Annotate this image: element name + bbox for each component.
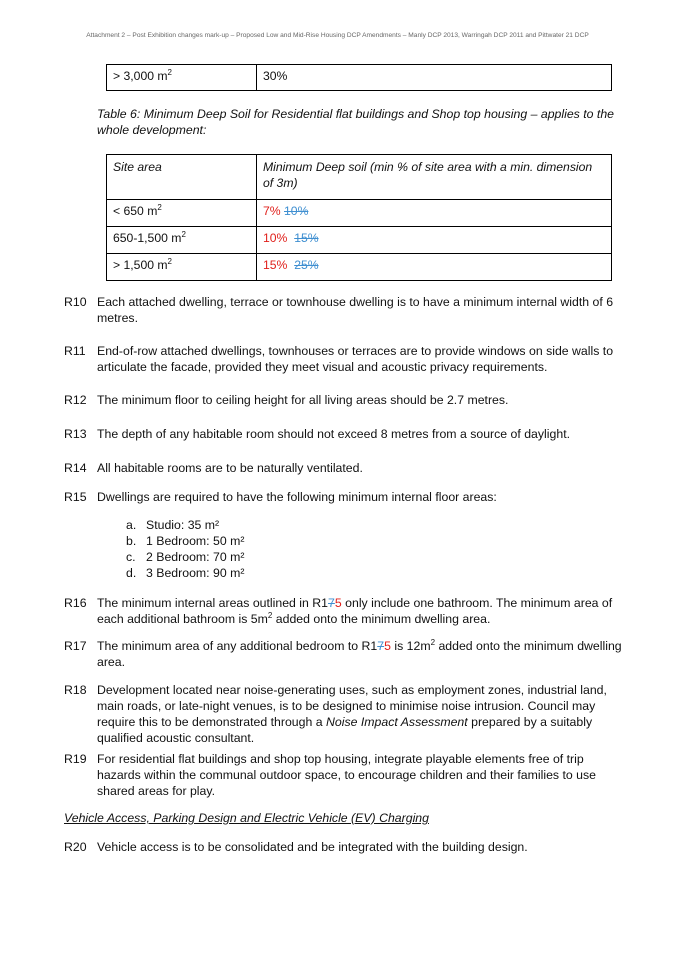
rule-text: The minimum floor to ceiling height for all living areas should be 2.7 metres. bbox=[97, 393, 509, 407]
rule-r14 bbox=[64, 460, 624, 476]
rule-text: The minimum area of any additional bedroom to R175 is $12m^2$ added onto the minimum dwelling area. bbox=[97, 637, 622, 669]
rule-r15 bbox=[64, 489, 624, 505]
rule-r10 bbox=[64, 294, 624, 326]
rule-r13 bbox=[64, 426, 624, 442]
rule-number: R20 bbox=[64, 840, 87, 854]
rule-text: Each attached dwelling, terrace or townhouse dwelling is to have a minimum internal width of 6 metres. bbox=[97, 295, 614, 325]
rule-number: R11 bbox=[64, 344, 86, 358]
rule-text: The depth of any habitable room should not exceed 8 metres from a source of daylight. bbox=[97, 427, 571, 441]
rule-r18 bbox=[64, 682, 624, 746]
rule-number: R18 bbox=[64, 683, 87, 697]
rule-number: R10 bbox=[64, 295, 87, 309]
deep-soil-cell bbox=[257, 227, 612, 254]
rule-text: Development located near noise-generating uses, such as employment zones, industrial land, main roads, or late-night venues, is to be designed to minimise noise intrusion. Council may require this to be demonstrated through a Noise Impact Assessment prepared by a suitably qualified acoustic consultant. bbox=[97, 683, 607, 745]
deleted-value: 10% bbox=[284, 204, 309, 218]
inserted-value: 7% bbox=[263, 204, 281, 218]
rule-r19 bbox=[64, 751, 624, 799]
floor-area-list bbox=[126, 517, 244, 581]
rule-r20 bbox=[64, 839, 624, 855]
rule-text: All habitable rooms are to be naturally ventilated. bbox=[97, 461, 363, 475]
section-heading: Vehicle Access, Parking Design and Electric Vehicle (EV) Charging bbox=[64, 811, 429, 825]
rule-number: R14 bbox=[64, 461, 87, 475]
rule-number: R17 bbox=[64, 639, 87, 653]
continued-table bbox=[106, 64, 612, 91]
deleted-text: 7 bbox=[328, 596, 335, 610]
deep-soil-cell bbox=[257, 200, 612, 227]
inserted-value: 15% bbox=[263, 258, 288, 272]
list-item: d. 3 Bedroom: 90 m² bbox=[126, 566, 245, 580]
page-header: Attachment 2 – Post Exhibition changes mark-up – Proposed Low and Mid-Rise Housing DCP Amendments – Manly DCP 2013, Warringah DCP 2011 and Pittwater 21 DCP bbox=[86, 32, 589, 39]
rule-r17 bbox=[64, 638, 624, 670]
table-6 bbox=[106, 154, 612, 281]
rule-text: End-of-row attached dwellings, townhouses or terraces are to provide windows on side walls to articulate the facade, provided they meet visual and acoustic privacy requirements. bbox=[97, 344, 614, 374]
rule-r12 bbox=[64, 392, 624, 408]
list-item: b. 1 Bedroom: 50 m² bbox=[126, 534, 245, 548]
rule-number: R12 bbox=[64, 393, 87, 407]
deleted-text: 7 bbox=[377, 639, 385, 653]
deleted-value: 15% bbox=[294, 231, 319, 245]
rule-number: R15 bbox=[64, 490, 87, 504]
rule-number: R13 bbox=[64, 427, 87, 441]
list-item: a. Studio: 35 m² bbox=[126, 518, 220, 532]
rule-number: R19 bbox=[64, 752, 87, 766]
value-cell: 30% bbox=[257, 65, 612, 91]
rule-number: R16 bbox=[64, 596, 87, 610]
list-item: c. 2 Bedroom: 70 m² bbox=[126, 550, 245, 564]
table-header-row bbox=[107, 155, 612, 200]
column-header-deep-soil: Minimum Deep soil (min % of site area with a min. dimension of 3m) bbox=[257, 155, 612, 200]
table-row bbox=[107, 200, 612, 227]
rule-r16 bbox=[64, 595, 624, 627]
table-row bbox=[107, 227, 612, 254]
rule-text: The minimum internal areas outlined in R175 only include one bathroom. The minimum area of each additional bathroom is $5m^2$ added onto the minimum dwelling area. bbox=[97, 596, 613, 626]
table-6-caption: Table 6: Minimum Deep Soil for Residential flat buildings and Shop top housing – applies to the whole development: bbox=[97, 107, 615, 137]
site-area-cell: > 1,500 $m^2$ bbox=[107, 254, 257, 281]
deep-soil-cell bbox=[257, 254, 612, 281]
rule-text: Dwellings are required to have the following minimum internal floor areas: bbox=[97, 490, 497, 504]
deleted-value: 25% bbox=[294, 258, 319, 272]
table-row bbox=[107, 65, 612, 91]
site-area-cell: 650-1,500 $m^2$ bbox=[107, 227, 257, 254]
inserted-text: 5 bbox=[384, 639, 391, 653]
noise-impact-assessment-term: Noise Impact Assessment bbox=[326, 715, 468, 729]
site-area-cell: > 3,000 $m^2$ bbox=[107, 65, 257, 91]
rule-r11 bbox=[64, 343, 624, 375]
inserted-value: 10% bbox=[263, 231, 288, 245]
column-header-site-area: Site area bbox=[107, 155, 257, 200]
table-row bbox=[107, 254, 612, 281]
rule-text: For residential flat buildings and shop top housing, integrate playable elements free of trip hazards within the communal outdoor space, to encourage children and their families to use shared areas for play. bbox=[97, 752, 596, 798]
rule-text: Vehicle access is to be consolidated and be integrated with the building design. bbox=[97, 840, 528, 854]
inserted-text: 5 bbox=[334, 596, 342, 610]
site-area-cell: < 650 $m^2$ bbox=[107, 200, 257, 227]
